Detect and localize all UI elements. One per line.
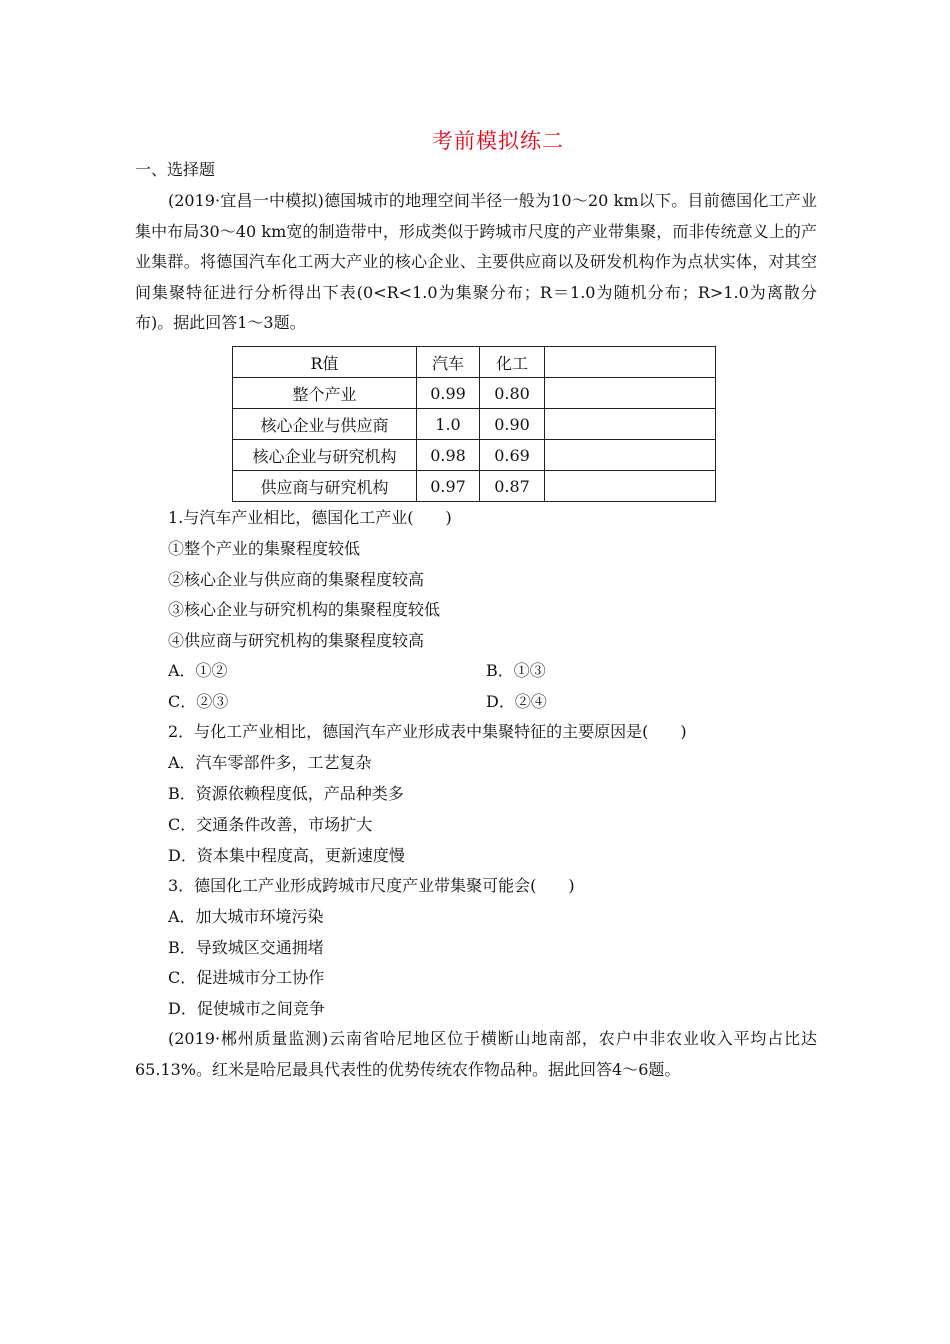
table-cell: 核心企业与研究机构 — [233, 440, 417, 471]
question-1-option-a: A．①② — [168, 661, 228, 680]
question-1-option-c: C．②③ — [168, 692, 229, 711]
question-2-stem: 2．与化工产业相比，德国汽车产业形成表中集聚特征的主要原因是( ) — [168, 722, 687, 741]
question-1-item: ①整个产业的集聚程度较低 — [168, 539, 361, 558]
table-cell: 1.0 — [417, 409, 480, 440]
table-cell — [545, 409, 716, 440]
table-header-cell: 汽车 — [417, 347, 480, 378]
table-header-cell: 化工 — [480, 347, 545, 378]
r-value-table — [232, 346, 716, 502]
page-title: 考前模拟练二 — [432, 129, 564, 153]
question-3-stem: 3．德国化工产业形成跨城市尺度产业带集聚可能会( ) — [168, 876, 575, 895]
table-cell: 供应商与研究机构 — [233, 471, 417, 502]
table-cell: 0.69 — [480, 440, 545, 471]
table-header-row — [233, 347, 716, 378]
question-2-option: A．汽车零部件多，工艺复杂 — [168, 753, 372, 772]
question-3-option: B．导致城区交通拥堵 — [168, 938, 324, 957]
table-cell — [545, 471, 716, 502]
question-2-option: B．资源依赖程度低，产品种类多 — [168, 784, 404, 803]
table-row — [233, 471, 716, 502]
table-cell: 核心企业与供应商 — [233, 409, 417, 440]
question-1-item: ④供应商与研究机构的集聚程度较高 — [168, 631, 425, 650]
intro-paragraph-2: (2019·郴州质量监测)云南省哈尼地区位于横断山地南部，农户中非农业收入平均占比达65.13%。红米是哈尼最具代表性的优势传统农作物品种。据此回答4～6题。 — [135, 1029, 817, 1079]
table-cell: 0.97 — [417, 471, 480, 502]
question-3-option: D．促使城市之间竞争 — [168, 999, 325, 1018]
question-3-option: C．促进城市分工协作 — [168, 968, 325, 987]
table-row — [233, 440, 716, 471]
table-header-cell — [545, 347, 716, 378]
table-row — [233, 378, 716, 409]
question-3-option: A．加大城市环境污染 — [168, 907, 324, 926]
question-1-option-b: B．①③ — [486, 661, 546, 680]
table-header-cell: R值 — [233, 347, 417, 378]
question-1-option-d: D．②④ — [486, 692, 547, 711]
table-cell: 0.99 — [417, 378, 480, 409]
table-cell: 0.90 — [480, 409, 545, 440]
table-cell: 0.80 — [480, 378, 545, 409]
question-2-option: C．交通条件改善，市场扩大 — [168, 815, 373, 834]
table-cell: 0.87 — [480, 471, 545, 502]
question-1-stem: 1.与汽车产业相比，德国化工产业( ) — [168, 508, 452, 527]
table-row — [233, 409, 716, 440]
table-cell — [545, 440, 716, 471]
table-cell — [545, 378, 716, 409]
intro-paragraph-1: (2019·宜昌一中模拟)德国城市的地理空间半径一般为10～20 km以下。目前德国化工产业集中布局30～40 km宽的制造带中，形成类似于跨城市尺度的产业带集聚，而非传统意义上的产业集群。将德国汽车化工两大产业的核心企业、主要供应商以及研发机构作为点状实体，对其空间集聚特征进行分析得出下表(0<R<1.0为集聚分布；R＝1.0为随机分布；R>1.0为离散分布)。据此回答1～3题。 — [135, 191, 817, 332]
question-1-item: ②核心企业与供应商的集聚程度较高 — [168, 570, 425, 589]
question-2-option: D．资本集中程度高，更新速度慢 — [168, 846, 405, 865]
section-heading: 一、选择题 — [135, 160, 216, 179]
table-cell: 0.98 — [417, 440, 480, 471]
question-1-item: ③核心企业与研究机构的集聚程度较低 — [168, 600, 441, 619]
table-cell: 整个产业 — [233, 378, 417, 409]
